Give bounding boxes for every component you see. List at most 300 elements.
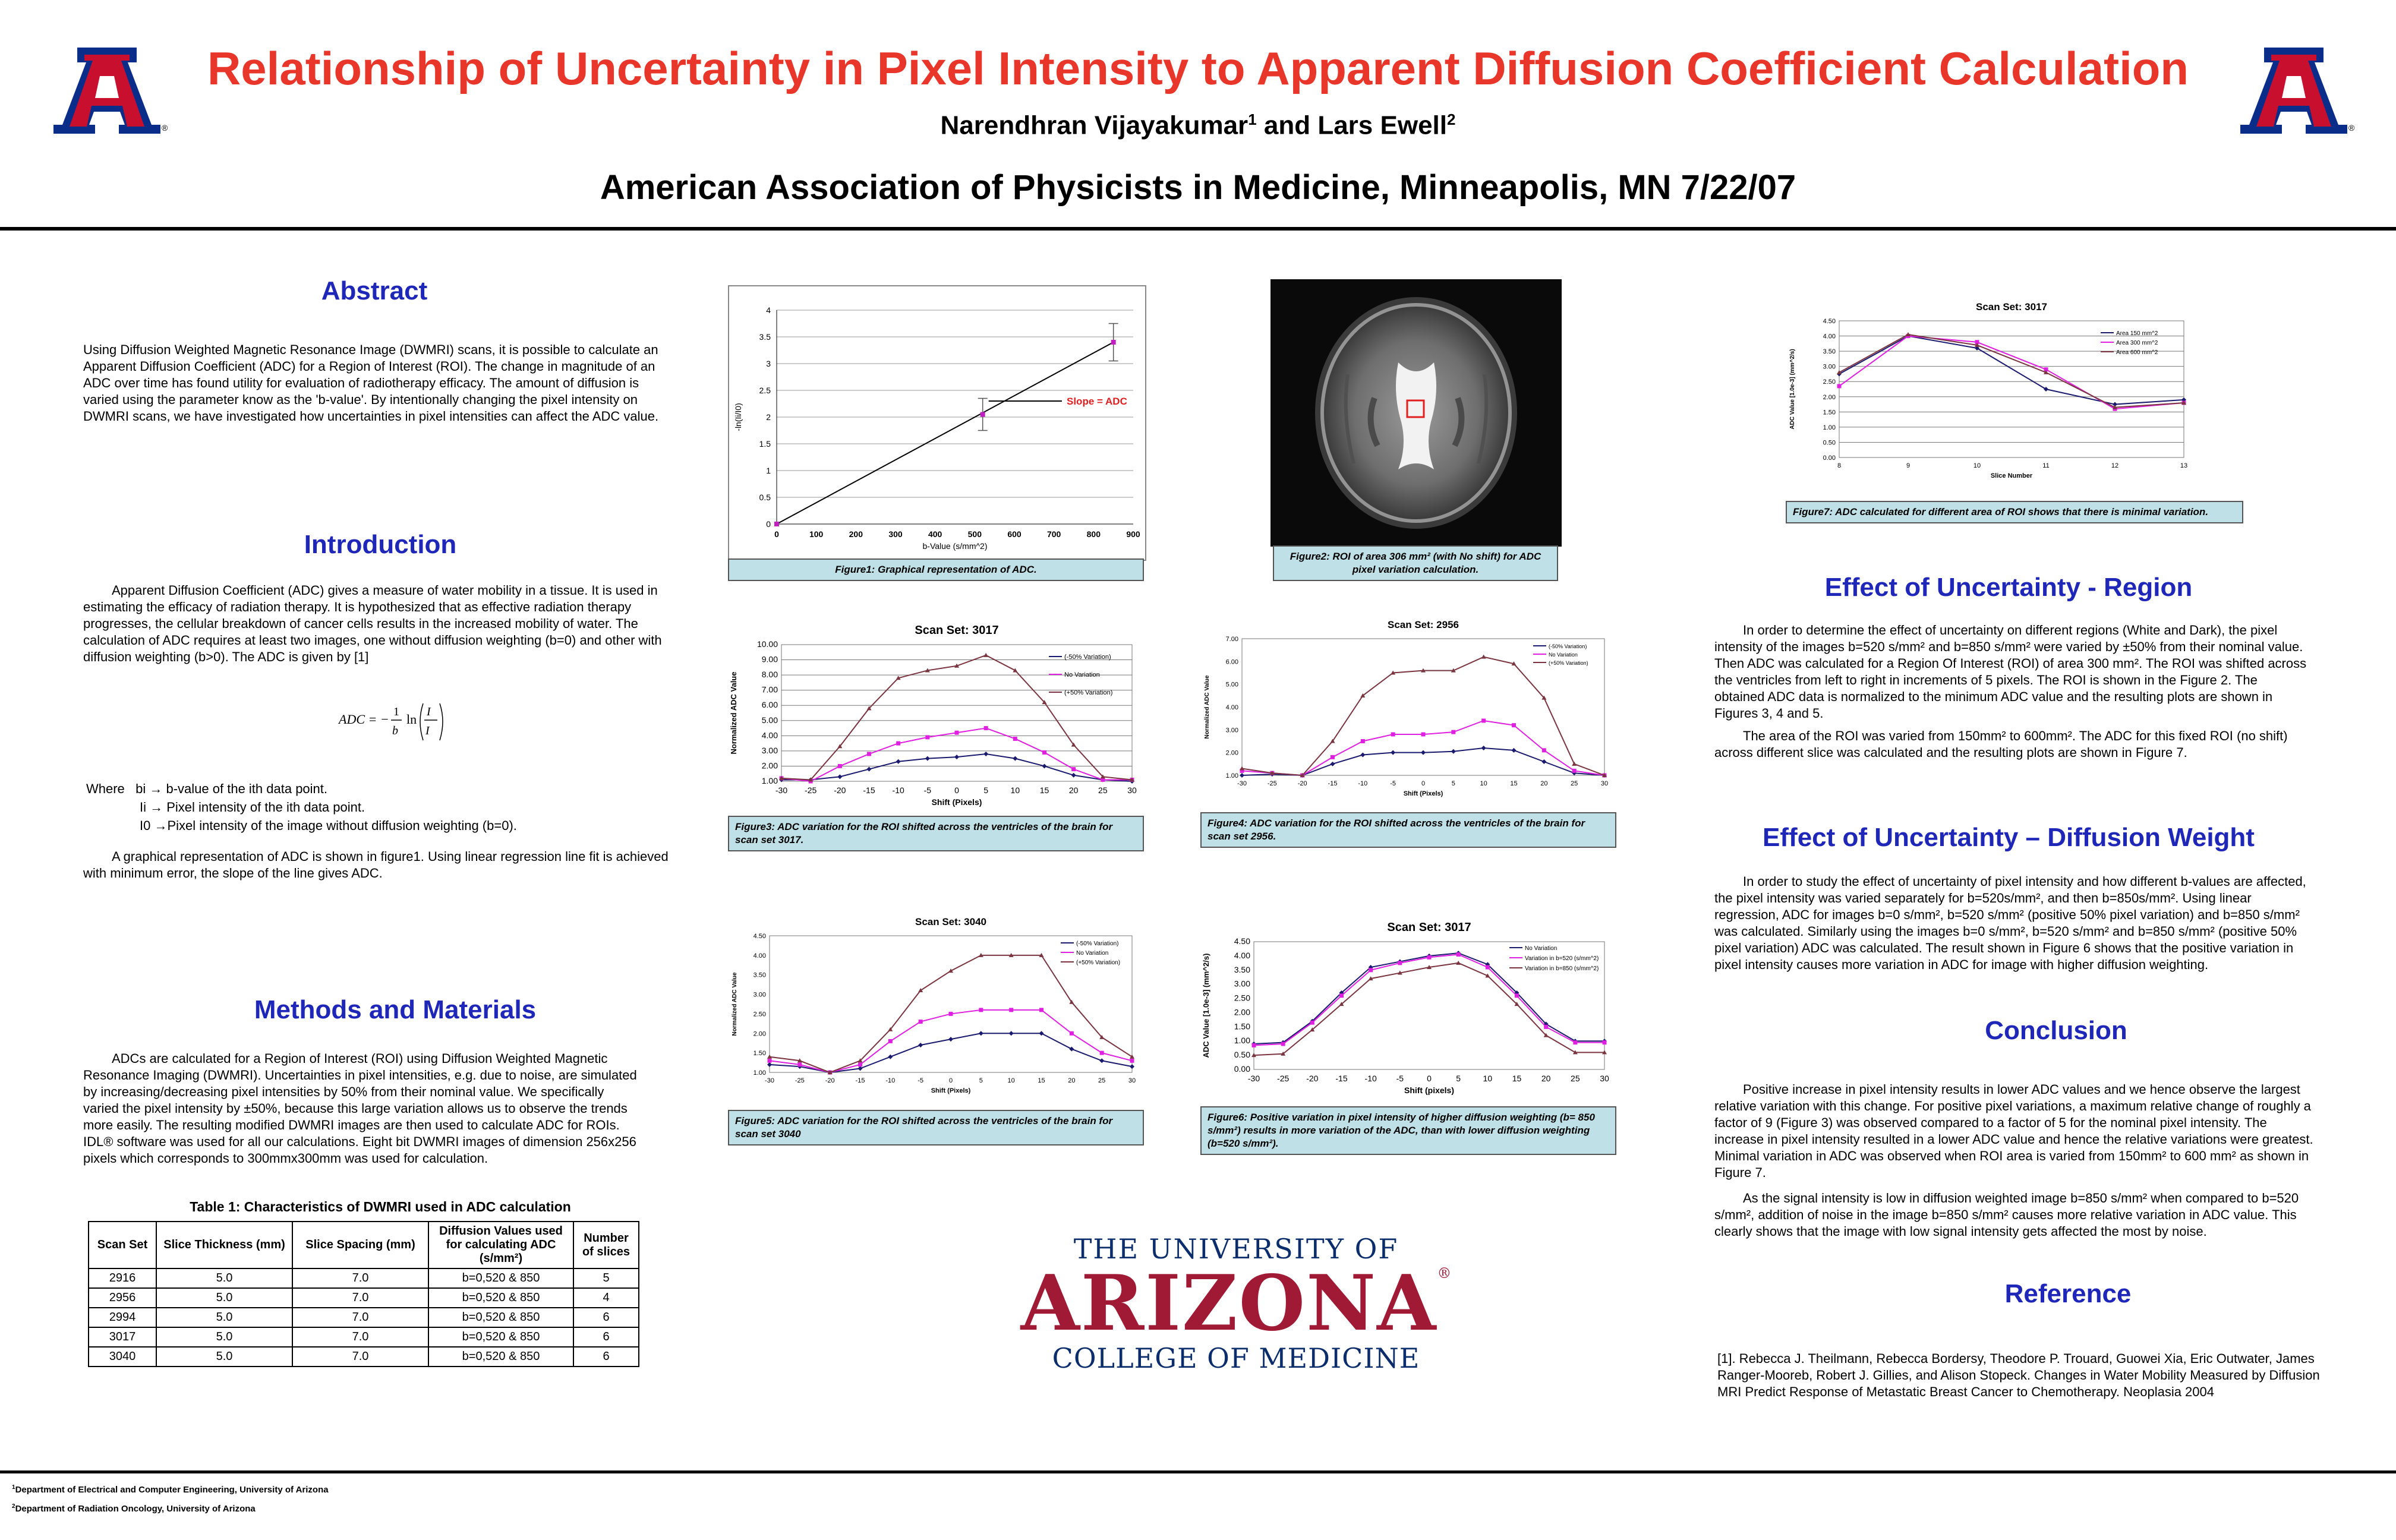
- x-tick-label: 800: [1086, 529, 1101, 539]
- y-tick-label: 2.50: [1234, 993, 1250, 1003]
- x-axis-label: Shift (Pixels): [1403, 790, 1443, 797]
- legend-entry: Variation in b=850 (s/mm^2): [1525, 965, 1599, 972]
- data-point: [1391, 733, 1395, 737]
- y-tick-label: 3.50: [1823, 348, 1836, 356]
- data-point: [981, 412, 985, 417]
- x-tick-label: 20: [1540, 780, 1548, 787]
- y-tick-label: 0.50: [1234, 1050, 1250, 1060]
- legend-entry: No Variation: [1525, 945, 1558, 952]
- figure-1-caption: Figure1: Graphical representation of ADC.: [728, 558, 1144, 581]
- data-point: [858, 1066, 863, 1071]
- y-tick-label: 2: [766, 412, 771, 422]
- x-tick-label: -30: [765, 1077, 774, 1084]
- x-tick-label: 5: [1451, 780, 1455, 787]
- x-tick-label: 10: [1007, 1077, 1015, 1084]
- data-point: [1070, 1031, 1074, 1036]
- x-tick-label: -15: [1328, 780, 1338, 787]
- y-tick-label: 4.50: [753, 933, 766, 940]
- x-tick-label: -20: [825, 1077, 835, 1084]
- figure-6-chart: [1200, 900, 1616, 1111]
- x-tick-label: 10: [1010, 785, 1020, 795]
- table-header: Scan Set: [89, 1222, 156, 1268]
- introduction-text-2: A graphical representation of ADC is shown in figure1. Using linear regression line fit is achieved with minimum error, the slope of the line gives ADC.: [83, 849, 669, 881]
- data-point: [1515, 993, 1519, 998]
- registered-mark: ®: [2348, 123, 2355, 132]
- regression-line: [777, 342, 1114, 524]
- table-header: Diffusion Values used for calculating ADC (s/mm²): [428, 1222, 573, 1268]
- y-tick-label: 1.5: [759, 439, 771, 449]
- where-label: Where: [86, 781, 125, 796]
- x-tick-label: 300: [888, 529, 903, 539]
- x-tick-label: 15: [1039, 785, 1049, 795]
- legend-entry: Variation in b=520 (s/mm^2): [1525, 955, 1599, 962]
- legend-entry: No Variation: [1064, 671, 1100, 679]
- data-point: [1252, 1043, 1256, 1047]
- x-tick-label: 0: [954, 785, 959, 795]
- data-point: [797, 1062, 802, 1066]
- chart-title: Scan Set: 2956: [1387, 619, 1459, 630]
- table-header-row: [89, 1222, 639, 1268]
- y-tick-label: 6.00: [761, 700, 778, 710]
- data-point: [858, 1062, 862, 1066]
- reference-heading: Reference: [2004, 1279, 2132, 1308]
- data-point: [948, 1037, 953, 1042]
- x-tick-label: 10: [1480, 780, 1487, 787]
- legend-entry: (-50% Variation): [1076, 941, 1119, 947]
- x-axis-label: Shift (pixels): [1404, 1085, 1455, 1095]
- x-tick-label: -10: [1364, 1074, 1377, 1083]
- x-tick-label: 500: [967, 529, 982, 539]
- data-point: [918, 1043, 923, 1047]
- conclusion-heading: Conclusion: [1985, 1016, 2127, 1045]
- x-tick-label: 9: [1906, 462, 1911, 469]
- data-point: [1391, 750, 1395, 755]
- x-tick-label: 0: [1427, 1074, 1432, 1083]
- x-tick-label: -5: [918, 1077, 924, 1084]
- figure-3-chart: [728, 603, 1144, 817]
- y-tick-label: 4.00: [753, 952, 766, 960]
- x-tick-label: 400: [928, 529, 942, 539]
- y-tick-label: 1.00: [753, 1069, 766, 1077]
- legend-entry: (+50% Variation): [1064, 689, 1113, 696]
- data-point: [1572, 762, 1577, 766]
- y-tick-label: 2.5: [759, 386, 771, 395]
- footer-rule: [0, 1470, 2396, 1473]
- data-point: [867, 767, 872, 772]
- data-point: [955, 731, 959, 735]
- x-tick-label: -10: [892, 785, 904, 795]
- figure-2-caption: Figure2: ROI of area 306 mm² (with No shift) for ADC pixel variation calculation.: [1273, 545, 1558, 581]
- x-tick-label: 30: [1600, 1074, 1609, 1083]
- data-point: [984, 726, 988, 730]
- data-point: [1042, 750, 1046, 755]
- series-line: [1839, 336, 2184, 409]
- data-point: [1451, 749, 1456, 754]
- x-tick-label: 200: [849, 529, 863, 539]
- where-item-1: bi → b-value of the ith data point.: [135, 781, 328, 796]
- x-tick-label: -20: [1297, 780, 1307, 787]
- author-2: and Lars Ewell: [1256, 111, 1447, 140]
- data-point: [1398, 961, 1402, 965]
- legend-entry: (-50% Variation): [1549, 643, 1587, 649]
- data-point: [1100, 1051, 1104, 1055]
- svg-text:I: I: [425, 724, 430, 737]
- methods-text: ADCs are calculated for a Region of Interest (ROI) using Diffusion Weighted Magnetic Resonance Imaging (DWMRI). Uncertainties in pixel intensities, e.g. due to noise, are simulated by increasing/decreasing pixel intensities by 50% from their nominal value. We specifically varied the pixel intensity by ±50%, because this large variation allows us to observe the trends more easily. The resulting modified DWMRI images are then used to calculate ADC for ROIs. IDL® software was used for all our calculations. Eight bit DWMRI images of dimension 256x256 pixels which corresponds to 300mmx300mm was used for calculation.: [83, 1051, 637, 1166]
- y-tick-label: 3.00: [753, 991, 766, 999]
- y-tick-label: 2.00: [1225, 749, 1238, 757]
- data-point: [768, 1059, 772, 1063]
- formula-den: b: [392, 724, 398, 737]
- y-axis-label: Normalized ADC Value: [729, 671, 738, 755]
- logo-line-3: COLLEGE OF MEDICINE: [1052, 1342, 1420, 1374]
- data-point: [1573, 1040, 1577, 1044]
- legend-entry: No Variation: [1076, 950, 1109, 957]
- x-tick-label: 12: [2111, 462, 2119, 469]
- y-tick-label: 4.00: [1225, 704, 1238, 711]
- data-point: [1421, 750, 1426, 755]
- series-line: [1242, 657, 1604, 775]
- svg-text:I: I: [427, 705, 431, 718]
- data-point: [1572, 769, 1577, 773]
- y-tick-label: 0.00: [1823, 455, 1836, 462]
- data-point: [979, 1031, 983, 1036]
- x-tick-label: -25: [1277, 1074, 1290, 1083]
- data-point: [896, 741, 900, 746]
- data-point: [983, 653, 988, 657]
- y-axis-label: ADC Value [1.0e-3] (mm^2/s): [1789, 349, 1796, 430]
- x-axis-label: Shift (Pixels): [931, 1087, 971, 1094]
- y-tick-label: 1.00: [1234, 1036, 1250, 1046]
- conclusion-text: Positive increase in pixel intensity results in lower ADC values and we hence observe the largest relative variation with this change. For positive pixel variations, a maximum relative change of roughly a factor of 9 (Figure 3) was observed compared to a factor of 5 for the nominal pixel intensity. The increase in pixel intensity resulted in a lower ADC value and hence the relative variations were greatest. Minimal variation in ADC was observed when ROI area is varied from 150mm² to 600 mm² as shown in Figure 7.: [1714, 1082, 2313, 1180]
- table-header: Slice Thickness (mm): [156, 1222, 292, 1268]
- where-item-3: I0 →Pixel intensity of the image without diffusion weighting (b=0).: [140, 818, 517, 833]
- y-tick-label: 0.5: [759, 493, 771, 502]
- data-point: [1512, 748, 1517, 753]
- x-tick-label: -25: [805, 785, 817, 795]
- effect-diffusion-text: In order to study the effect of uncertainty of pixel intensity and how different b-values are affected, the pixel intensity was varied separately for b=520s/mm², and then b=850s/mm². Using linear regression, ADC for images b=0 s/mm², b=520 s/mm² (positive 50% pixel variation) and b=850 s/mm² was calculated. Similarly using the images b=0 s/mm², b=520 s/mm² and b=850 s/mm² (positive 50% pixel variation) ADC was calculated. The result shown in Figure 6 shows that the positive variation in pixel intensity causes more variation in ADC for image with higher diffusion weighting.: [1714, 874, 2306, 972]
- poster-title: Relationship of Uncertainty in Pixel Intensity to Apparent Diffusion Coefficient Calculation: [207, 42, 2189, 94]
- table-row: 2916 5.0 7.0 b=0,520 & 850 5: [89, 1268, 639, 1288]
- data-point: [954, 755, 959, 759]
- y-tick-label: 0.50: [1823, 439, 1836, 447]
- y-tick-label: 5.00: [761, 715, 778, 725]
- data-point: [774, 522, 779, 526]
- x-tick-label: 30: [1600, 780, 1609, 787]
- table-row: 2956 5.0 7.0 b=0,520 & 850 4: [89, 1288, 639, 1308]
- figure-3-caption: Figure3: ADC variation for the ROI shifted across the ventricles of the brain for scan set 3017.: [728, 816, 1144, 851]
- figure-5-caption: Figure5: ADC variation for the ROI shifted across the ventricles of the brain for scan set 3040: [728, 1110, 1144, 1145]
- x-tick-label: -25: [795, 1077, 805, 1084]
- x-tick-label: -20: [1306, 1074, 1319, 1083]
- data-point: [1130, 1064, 1134, 1069]
- figure-2-brain-mri: [1270, 279, 1562, 547]
- data-point: [1486, 965, 1490, 970]
- data-point: [1009, 1031, 1014, 1036]
- x-tick-label: -10: [1358, 780, 1368, 787]
- y-tick-label: 1.00: [1225, 772, 1238, 780]
- legend-entry: (+50% Variation): [1076, 960, 1121, 966]
- x-tick-label: -5: [923, 785, 932, 795]
- data-point: [1039, 1031, 1044, 1036]
- x-tick-label: 25: [1098, 785, 1108, 795]
- data-point: [1039, 1008, 1043, 1012]
- y-tick-label: 7.00: [761, 684, 778, 695]
- legend-entry: (-50% Variation): [1064, 654, 1111, 661]
- y-tick-label: 2.00: [1823, 393, 1836, 401]
- introduction-heading: Introduction: [304, 530, 457, 559]
- x-tick-label: -25: [1267, 780, 1277, 787]
- y-tick-label: 1.00: [1823, 424, 1836, 431]
- legend-entry: Area 600 mm^2: [2116, 349, 2158, 356]
- logo-line-1: THE UNIVERSITY OF: [1073, 1233, 1399, 1265]
- data-point: [925, 756, 930, 761]
- x-axis-label: Shift (Pixels): [931, 797, 982, 807]
- y-tick-label: 5.00: [1225, 681, 1238, 689]
- x-tick-label: 20: [1068, 785, 1079, 795]
- legend-entry: Area 300 mm^2: [2116, 340, 2158, 346]
- y-tick-label: 1.50: [1823, 409, 1836, 416]
- logo-mark: ®: [1437, 1265, 1452, 1282]
- x-tick-label: 5: [1456, 1074, 1461, 1083]
- data-point: [1361, 739, 1365, 743]
- data-point: [888, 1039, 893, 1043]
- data-point: [1071, 767, 1076, 771]
- x-tick-label: 600: [1007, 529, 1022, 539]
- table-title: Table 1: Characteristics of DWMRI used in ADC calculation: [190, 1199, 571, 1214]
- data-point: [1456, 952, 1461, 957]
- data-point: [925, 735, 929, 739]
- x-tick-label: 15: [1038, 1077, 1045, 1084]
- x-tick-label: -5: [1396, 1074, 1404, 1083]
- y-tick-label: 10.00: [756, 639, 778, 649]
- data-point: [1427, 955, 1432, 960]
- x-tick-label: 0: [948, 1077, 953, 1084]
- x-tick-label: 700: [1046, 529, 1061, 539]
- effect-diffusion-heading: Effect of Uncertainty – Diffusion Weight: [1763, 823, 2255, 852]
- table-row: 3040 5.0 7.0 b=0,520 & 850 6: [89, 1347, 639, 1367]
- x-tick-label: 10: [1973, 462, 1981, 469]
- y-axis-label: Normalized ADC Value: [732, 972, 738, 1036]
- y-tick-label: 1: [766, 466, 771, 475]
- y-axis-label: Normalized ADC Value: [1204, 675, 1210, 739]
- chart-title: Scan Set: 3017: [1975, 301, 2048, 313]
- data-point: [1481, 719, 1486, 723]
- data-point: [867, 752, 871, 756]
- data-point: [896, 759, 901, 764]
- y-tick-label: 4.50: [1823, 318, 1836, 325]
- x-tick-label: -15: [1335, 1074, 1348, 1083]
- author-1: Narendhran Vijayakumar: [940, 111, 1249, 140]
- where-block: [86, 780, 669, 835]
- y-tick-label: 8.00: [761, 670, 778, 680]
- data-point: [767, 1062, 772, 1067]
- y-tick-label: 1.50: [1234, 1021, 1250, 1031]
- data-point: [1099, 1058, 1104, 1063]
- data-point: [838, 764, 842, 768]
- x-axis-label: Slice Number: [1990, 472, 2033, 479]
- data-point: [1603, 1040, 1607, 1044]
- y-tick-label: 3.00: [1225, 727, 1238, 734]
- data-point: [1013, 737, 1017, 741]
- where-item-2: Ii → Pixel intensity of the ith data point.: [140, 800, 365, 815]
- x-tick-label: 900: [1126, 529, 1140, 539]
- x-tick-label: 25: [1571, 1074, 1580, 1083]
- data-point: [837, 774, 842, 779]
- data-point: [1013, 756, 1017, 761]
- introduction-text: Apparent Diffusion Coefficient (ADC) gives a measure of water mobility in a tissue. It is used in estimating the efficacy of radiation therapy. It is hypothesized that as effective radiation therapy progresses, the cellular breakdown of cancer cells results in the increased mobility of water. The calculation of ADC requires at least two images, one without diffusion weighting (b=0) and other with diffusion weighting (b>0). The ADC is given by [1]: [83, 583, 662, 664]
- legend-entry: No Variation: [1549, 652, 1578, 658]
- table-header: Slice Spacing (mm): [292, 1222, 428, 1268]
- data-point: [1042, 763, 1047, 768]
- x-tick-label: 30: [1128, 1077, 1136, 1084]
- y-tick-label: 3: [766, 359, 771, 368]
- registered-mark: ®: [162, 123, 168, 132]
- abstract-text: Using Diffusion Weighted Magnetic Resonance Image (DWMRI) scans, it is possible to calculate an Apparent Diffusion Coefficient (ADC) for a Region of Interest (ROI). The change in magnitude of an ADC over time has found utility for evaluation of radiotherapy efficacy. The amount of diffusion is varied using the parameter know as the 'b-value'. By intentionally changing the pixel intensity on DWMRI scans, we have investigated how uncertainties in pixel intensities can affect the ADC value.: [83, 342, 659, 424]
- chart-title: Scan Set: 3017: [1387, 921, 1471, 934]
- x-tick-label: 20: [1541, 1074, 1551, 1083]
- y-tick-label: 4.50: [1234, 936, 1250, 946]
- y-tick-label: 7.00: [1225, 636, 1238, 643]
- x-tick-label: 30: [1127, 785, 1137, 795]
- x-tick-label: 20: [1068, 1077, 1076, 1084]
- y-axis-label: -ln(Ii/I0): [733, 403, 743, 431]
- y-tick-label: 3.00: [1234, 979, 1250, 989]
- y-tick-label: 1.00: [761, 776, 778, 785]
- x-tick-label: 25: [1571, 780, 1578, 787]
- figure-4-caption: Figure4: ADC variation for the ROI shifted across the ventricles of the brain for scan set 2956.: [1200, 812, 1616, 848]
- x-tick-label: 0: [1421, 780, 1426, 787]
- x-axis-label: b-Value (s/mm^2): [922, 541, 988, 551]
- formula-ln: ln: [406, 712, 417, 727]
- y-tick-label: 6.00: [1225, 658, 1238, 666]
- author-line: [0, 111, 2396, 141]
- data-point: [979, 1008, 983, 1012]
- x-tick-label: 0: [774, 529, 779, 539]
- x-tick-label: -10: [885, 1077, 896, 1084]
- x-tick-label: 15: [1512, 1074, 1522, 1083]
- header-rule: [0, 227, 2396, 231]
- x-tick-label: -5: [1390, 780, 1396, 787]
- formula-lhs: ADC = −: [339, 712, 389, 727]
- data-point: [1481, 655, 1486, 659]
- logo-line-2: ARIZONA: [1020, 1259, 1437, 1348]
- y-axis-label: ADC Value [1.0e-3] (mm^2/s): [1202, 953, 1210, 1058]
- y-tick-label: 3.00: [761, 745, 778, 755]
- table-row: 2994 5.0 7.0 b=0,520 & 850 6: [89, 1308, 639, 1327]
- data-point: [1111, 340, 1116, 345]
- y-tick-label: 1.50: [753, 1050, 766, 1058]
- data-point: [1071, 773, 1076, 778]
- data-point: [1544, 1025, 1548, 1029]
- effect-region-text: In order to determine the effect of uncertainty on different regions (White and Dark), the pixel intensity of the images b=520 s/mm² and b=850 s/mm² were varied by ±50% from their nominal value. Then ADC was calculated for a Region Of Interest (ROI) of area 300 mm². The ROI was shifted across the ventricles from left to right in increments of 5 pixels. The ROI is shown in the Figure 2. The obtained ADC data is normalized to the minimum ADC value and the resulting plots are shown in Figures 3, 4 and 5.: [1714, 623, 2307, 721]
- effect-region-heading: Effect of Uncertainty - Region: [1824, 573, 2193, 602]
- conference-line: American Association of Physicists in Medicine, Minneapolis, MN 7/22/07: [600, 168, 1796, 207]
- data-point: [888, 1055, 893, 1059]
- formula-num: 1: [393, 705, 399, 718]
- data-point: [1331, 762, 1335, 766]
- x-tick-label: -30: [1247, 1074, 1260, 1083]
- y-tick-label: 3.50: [753, 971, 766, 979]
- y-tick-label: 9.00: [761, 654, 778, 664]
- chart-title: Scan Set: 3017: [915, 624, 999, 637]
- data-point: [1451, 730, 1455, 734]
- data-point: [1339, 993, 1344, 998]
- figure-5-chart: [728, 900, 1144, 1114]
- table-row: 3017 5.0 7.0 b=0,520 & 850 6: [89, 1327, 639, 1347]
- conclusion-text-2: As the signal intensity is low in diffusion weighted image b=850 s/mm² when compared to b=520 s/mm², addition of noise in the image b=850 s/mm² causes more relative variation in ADC value. This clearly shows that the image with low signal intensity gets affected the most by noise.: [1714, 1191, 2299, 1239]
- y-tick-label: 4.00: [1234, 950, 1250, 960]
- legend-entry: Area 150 mm^2: [2116, 330, 2158, 337]
- series-line: [1254, 963, 1604, 1055]
- x-tick-label: -20: [834, 785, 846, 795]
- y-tick-label: 2.50: [1823, 378, 1836, 386]
- data-point: [1481, 746, 1486, 750]
- data-point: [1331, 755, 1335, 759]
- data-point: [1009, 1008, 1013, 1012]
- y-tick-label: 4.00: [1823, 333, 1836, 340]
- x-tick-label: 8: [1837, 462, 1842, 469]
- author-2-affil: 2: [1447, 111, 1456, 128]
- x-tick-label: 100: [809, 529, 824, 539]
- y-tick-label: 4.00: [761, 730, 778, 740]
- series-line: [1242, 721, 1604, 775]
- table-header: Number of slices: [573, 1222, 639, 1268]
- data-point: [1369, 968, 1373, 972]
- footnote-1: $^1$Department of Electrical and Computer Engineering, University of Arizona: [12, 1484, 329, 1495]
- footnote-2: $^2$Department of Radiation Oncology, University of Arizona: [12, 1503, 256, 1514]
- figure-7-chart: [1786, 285, 2243, 499]
- x-tick-label: 10: [1483, 1074, 1493, 1083]
- x-tick-label: -30: [775, 785, 788, 795]
- figure-6-caption: Figure6: Positive variation in pixel intensity of higher diffusion weighting (b= 850 s/mm²) results in more variation of the ADC, than with lower diffusion weighting (b=520 s/mm²).: [1200, 1106, 1616, 1155]
- y-tick-label: 2.50: [753, 1011, 766, 1018]
- data-point: [1837, 384, 1842, 388]
- y-tick-label: 3.5: [759, 332, 771, 342]
- x-tick-label: 25: [1098, 1077, 1106, 1084]
- abstract-heading: Abstract: [321, 276, 428, 305]
- college-of-medicine-logo: [1010, 1233, 1462, 1374]
- chart-title: Scan Set: 3040: [915, 916, 987, 927]
- data-point: [983, 752, 988, 756]
- y-tick-label: 4: [766, 305, 771, 315]
- data-point: [1240, 773, 1244, 778]
- y-tick-label: 2.00: [1234, 1007, 1250, 1017]
- x-tick-label: -30: [1237, 780, 1247, 787]
- data-point: [1542, 748, 1546, 752]
- x-tick-label: -15: [863, 785, 875, 795]
- annotation: Slope = ADC: [1067, 396, 1127, 407]
- y-tick-label: 0.00: [1234, 1064, 1250, 1074]
- x-tick-label: 5: [983, 785, 989, 795]
- y-tick-label: 0: [766, 519, 771, 529]
- figure-1-chart: [728, 285, 1146, 561]
- data-point: [919, 1020, 923, 1024]
- y-tick-label: 3.00: [1823, 363, 1836, 371]
- author-1-affil: 1: [1248, 111, 1257, 128]
- x-tick-label: 15: [1510, 780, 1518, 787]
- data-point: [1421, 733, 1426, 737]
- x-tick-label: 13: [2180, 462, 2188, 469]
- data-point: [1310, 1021, 1314, 1025]
- legend-entry: (+50% Variation): [1549, 660, 1588, 666]
- data-point: [1281, 1042, 1285, 1046]
- y-tick-label: 2.00: [761, 760, 778, 771]
- x-tick-label: -15: [855, 1077, 865, 1084]
- effect-region-text-2: The area of the ROI was varied from 150mm² to 600mm². The ADC for this fixed ROI (no shift) across different slice was calculated and the resulting plots are shown in Figure 7.: [1714, 728, 2288, 760]
- data-point: [1360, 753, 1365, 758]
- dwmri-table: [88, 1221, 639, 1367]
- x-tick-label: 11: [2042, 462, 2050, 469]
